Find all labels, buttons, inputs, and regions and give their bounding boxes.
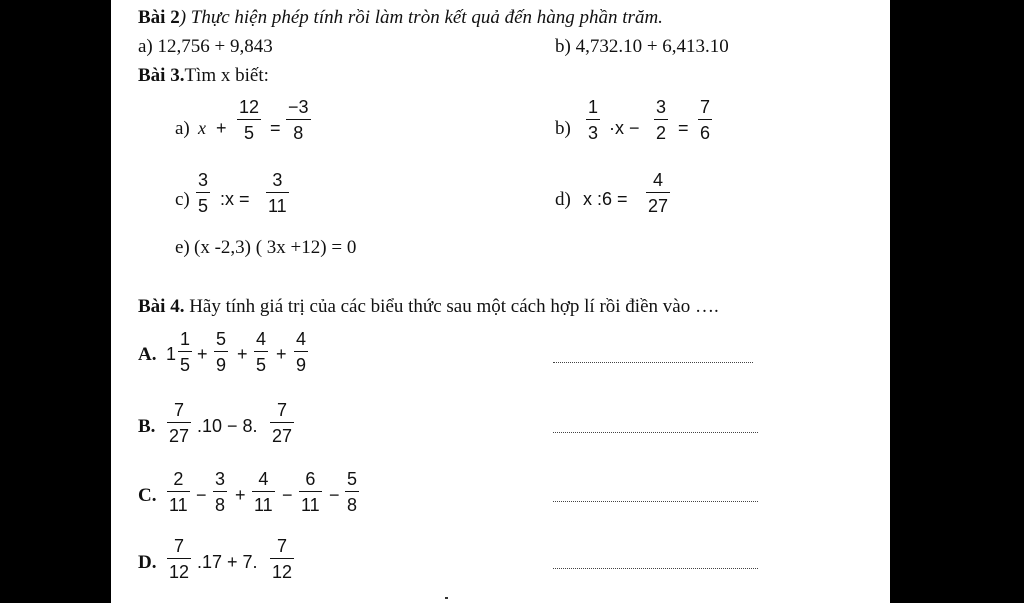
bai3-label: Bài 3.	[138, 65, 185, 86]
bai4-B-answer-blank[interactable]	[553, 432, 758, 433]
bai3-a-label: a)	[175, 118, 190, 139]
bai3-a-fraction-1: 12 5	[239, 97, 260, 144]
bai4-C-op-2: +	[235, 485, 246, 505]
bai4-B-mid: .10 − 8.	[197, 416, 258, 436]
bai4-C-fraction-5: 5 8	[347, 469, 358, 516]
bai4-label: Bài 4.	[138, 296, 185, 317]
bai4-A-answer-blank[interactable]	[553, 362, 753, 363]
bai2-item-a: a) 12,756 + 9,843	[138, 36, 273, 57]
bai4-C-label: C.	[138, 485, 157, 506]
bai3-b-label: b)	[555, 118, 571, 139]
scan-mark	[445, 597, 448, 599]
bai2-title	[138, 8, 663, 27]
bai3-e-expr: (x -2,3) ( 3x +12) = 0	[194, 237, 357, 258]
bai4-A-op-3: +	[276, 344, 287, 364]
bai4-B-fraction-1: 7 27	[169, 400, 190, 447]
bai4-C-answer-blank[interactable]	[553, 501, 758, 502]
bai4-A-fraction-1: 1 5	[180, 329, 191, 376]
bai3-c-fraction-2: 3 11	[268, 170, 287, 217]
bai3-b-fraction-2: 3 2	[656, 97, 667, 144]
bai4-D-mid: .17 + 7.	[197, 552, 258, 572]
bai3-a-fraction-2: −3 8	[288, 97, 309, 144]
bai3-c-fraction-1: 3 5	[198, 170, 209, 217]
bai4-A-fraction-3: 4 5	[256, 329, 267, 376]
bai2-title-text: ) Thực hiện phép tính rồi làm tròn kết quả đến hàng phần trăm.	[179, 7, 663, 28]
bai4-title	[138, 297, 719, 316]
bai3-b-equals: =	[678, 118, 689, 138]
bai2-label: Bài 2	[138, 7, 180, 28]
bai4-C-fraction-3: 4 11	[254, 469, 273, 516]
bai3-c-label: c)	[175, 189, 190, 210]
bai3-d-fraction: 4 27	[648, 170, 669, 217]
bai3-c-mid: :x =	[220, 189, 250, 209]
bai4-C-op-3: −	[282, 485, 293, 505]
bai4-D-fraction-2: 7 12	[272, 536, 293, 583]
bai4-C-fraction-4: 6 11	[301, 469, 320, 516]
bai4-C-fraction-2: 3 8	[215, 469, 226, 516]
bai4-C-op-4: −	[329, 485, 340, 505]
bai3-a-x: x	[198, 118, 206, 138]
bai4-A-fraction-2: 5 9	[216, 329, 227, 376]
bai4-A-op-1: +	[197, 344, 208, 364]
bai3-e-label: e)	[175, 237, 190, 258]
bai3-b-fraction-3: 7 6	[700, 97, 711, 144]
bai4-D-fraction-1: 7 12	[169, 536, 190, 583]
bai3-a-plus: +	[216, 118, 227, 138]
bai3-b-mid: ·x −	[609, 118, 640, 138]
bai3-d-label: d)	[555, 189, 571, 210]
bai3-a-equals: =	[270, 118, 281, 138]
bai4-B-label: B.	[138, 416, 156, 437]
bai4-C-fraction-1: 2 11	[169, 469, 188, 516]
bai4-title-text: Hãy tính giá trị của các biểu thức sau một cách hợp lí rồi điền vào ….	[184, 296, 719, 317]
bai4-A-label: A.	[138, 344, 157, 365]
bai3-b-fraction-1: 1 3	[588, 97, 599, 144]
bai2-item-b: b) 4,732.10 + 6,413.10	[555, 36, 729, 57]
bai3-title	[138, 66, 269, 85]
bai4-D-answer-blank[interactable]	[553, 568, 758, 569]
bai4-D-label: D.	[138, 552, 157, 573]
bai4-C-op-1: −	[196, 485, 207, 505]
bai3-title-text: Tìm x biết:	[184, 65, 269, 86]
bai4-B-fraction-2: 7 27	[272, 400, 293, 447]
bai3-d-expr: x :6 =	[583, 189, 628, 209]
bai4-A-op-2: +	[237, 344, 248, 364]
bai4-A-whole: 1	[166, 344, 177, 364]
bai4-A-fraction-4: 4 9	[296, 329, 307, 376]
